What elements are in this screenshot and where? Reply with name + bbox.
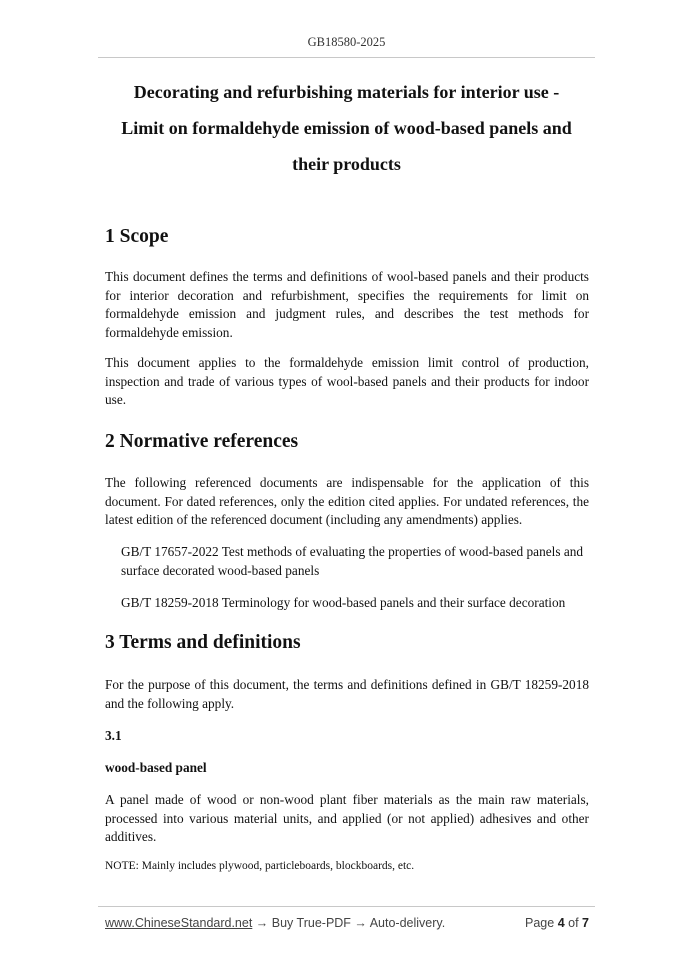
page-label: Page	[525, 916, 555, 930]
header-standard-code: GB18580-2025	[307, 35, 386, 49]
normative-paragraph-1: The following referenced documents are indispensable for the application of this document. For dated references, only the edition cited applies. For undated references, the latest edition of the referenced document (including any amendments) applies.	[105, 475, 589, 528]
reference-item: GB/T 18259-2018 Terminology for wood-based panels and their surface decoration	[121, 595, 566, 610]
title-line-3: their products	[292, 154, 401, 174]
page-total: 7	[582, 916, 589, 930]
term-name: wood-based panel	[105, 760, 207, 775]
page-of: of	[568, 916, 579, 930]
page-current: 4	[557, 916, 565, 930]
term-number: 3.1	[105, 728, 122, 743]
title-line-2: Limit on formaldehyde emission of wood-based panels and	[121, 118, 572, 138]
terms-paragraph-1: For the purpose of this document, the terms and definitions defined in GB/T 18259-2018 and the following apply.	[105, 677, 589, 711]
document-title	[60, 74, 633, 182]
section-heading-terms-definitions: 3 Terms and definitions	[105, 632, 301, 653]
page-indicator	[525, 916, 589, 930]
title-line-1: Decorating and refurbishing materials for interior use -	[133, 82, 560, 102]
term-definition: A panel made of wood or non-wood plant fiber materials as the main raw materials, processed into various material units, and applied (or not applied) adhesives and other additives.	[105, 792, 589, 845]
section-heading-normative-references: 2 Normative references	[105, 431, 299, 452]
footer-tagline: → Buy True-PDF → Auto-delivery.	[252, 916, 446, 930]
term-note: NOTE: Mainly includes plywood, particleboards, blockboards, etc.	[105, 860, 415, 872]
footer-site-link[interactable]: www.ChineseStandard.net	[105, 916, 253, 930]
header-divider	[98, 57, 595, 58]
scope-paragraph-2: This document applies to the formaldehyde emission limit control of production, inspection and trade of various types of wool-based panels and their products for indoor use.	[105, 355, 589, 408]
footer-divider	[98, 906, 595, 907]
section-heading-scope: 1 Scope	[105, 226, 169, 247]
scope-paragraph-1: This document defines the terms and definitions of wool-based panels and their products for interior decoration and refurbishment, specifies the requirements for limit on formaldehyde emission and judgment rules, and describes the test methods for formaldehyde emission.	[105, 269, 589, 340]
reference-item: GB/T 17657-2022 Test methods of evaluating the properties of wood-based panels and surface decorated wood-based panels	[121, 544, 584, 578]
